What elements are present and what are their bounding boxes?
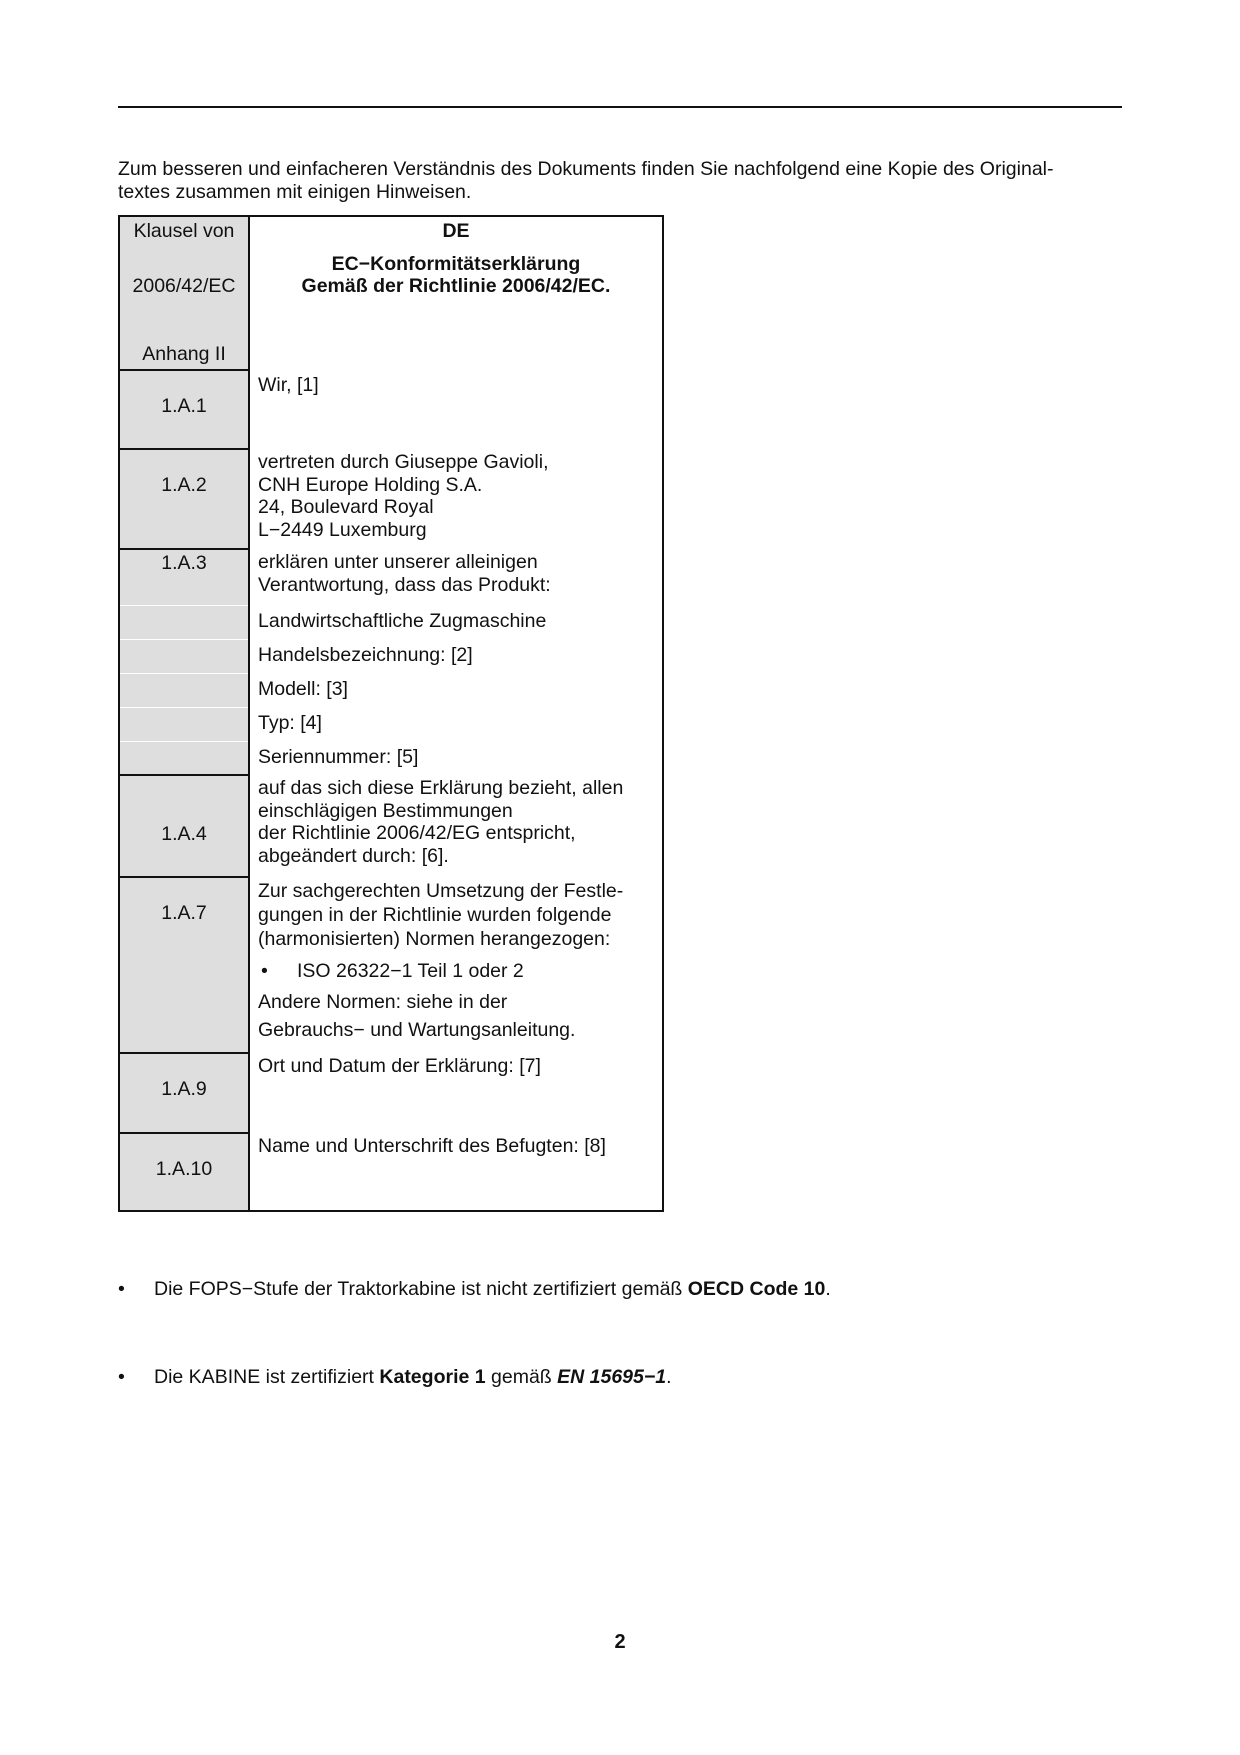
- language-label: DE: [442, 220, 470, 242]
- table-row: [119, 673, 663, 707]
- table-row: [119, 370, 663, 449]
- table-row: [119, 707, 663, 741]
- directive-ref: 2006/42/EC: [132, 275, 236, 297]
- table-header-row: [119, 216, 663, 370]
- code-cell: [119, 877, 249, 1053]
- code-cell: [119, 1053, 249, 1133]
- row-code: 1.A.4: [161, 823, 207, 845]
- top-rule: [118, 106, 1122, 108]
- table-row: [119, 775, 663, 877]
- table-row: [119, 877, 663, 1053]
- header-content-cell: [249, 216, 663, 370]
- annex-label: Anhang II: [142, 343, 226, 365]
- clause-label: Klausel von: [133, 220, 235, 242]
- table-row: [119, 605, 663, 639]
- code-cell: [119, 370, 249, 449]
- code-cell: [119, 549, 249, 605]
- table-row: [119, 639, 663, 673]
- intro-paragraph: [118, 158, 1128, 204]
- bullet-icon: •: [118, 1278, 125, 1300]
- intro-line-1: Zum besseren und einfacheren Verständnis des Dokuments finden Sie nachfolgend eine Kopie des Original-: [118, 158, 1054, 180]
- row-code: 1.A.7: [161, 902, 207, 924]
- row-code: 1.A.1: [161, 395, 207, 417]
- declaration-title: EC−Konformitätserklärung Gemäß der Richtlinie 2006/42/EC.: [301, 252, 611, 297]
- row-text: Zur sachgerechten Umsetzung der Festle- gungen in der Richtlinie wurden folgende (harmonisierten) Normen herangezogen: • ISO 26322−1 Teil 1 oder 2 Andere Normen: siehe in der Gebrauchs− und Wartungsanleitung.: [249, 877, 663, 1053]
- code-cell: [119, 673, 249, 707]
- row-text: Ort und Datum der Erklärung: [7]: [258, 1055, 541, 1077]
- table-row: [119, 549, 663, 605]
- table-row: [119, 1053, 663, 1133]
- clause-header-cell: [119, 216, 249, 370]
- row-text: Wir, [1]: [258, 374, 319, 396]
- bullet-icon: •: [261, 960, 268, 982]
- row-code: 1.A.3: [161, 552, 207, 574]
- code-cell: [119, 775, 249, 877]
- table-row: [119, 741, 663, 775]
- row-text: Name und Unterschrift des Befugten: [8]: [258, 1135, 606, 1157]
- standards-bullet: • ISO 26322−1 Teil 1 oder 2: [258, 951, 662, 983]
- row-code: 1.A.9: [161, 1078, 207, 1100]
- row-text: auf das sich diese Erklärung bezieht, allen einschlägigen Bestimmungen der Richtlinie 2006/42/EG entspricht, abgeändert durch: [6].: [258, 777, 624, 868]
- code-cell: [119, 605, 249, 639]
- row-text: Landwirtschaftliche Zugmaschine: [258, 610, 547, 632]
- declaration-table: [118, 215, 664, 1212]
- table-row: [119, 449, 663, 549]
- code-cell: [119, 741, 249, 775]
- bullet-icon: •: [118, 1366, 125, 1388]
- intro-line-2: textes zusammen mit einigen Hinweisen.: [118, 181, 472, 203]
- row-text: erklären unter unserer alleinigen Verantwortung, dass das Produkt:: [258, 551, 551, 596]
- code-cell: [119, 707, 249, 741]
- row-text: Handelsbezeichnung: [2]: [258, 644, 473, 666]
- table-row: [119, 1133, 663, 1211]
- row-text: Seriennummer: [5]: [258, 746, 419, 768]
- code-cell: [119, 639, 249, 673]
- row-text: vertreten durch Giuseppe Gavioli, CNH Europe Holding S.A. 24, Boulevard Royal L−2449 Luxemburg: [258, 451, 549, 542]
- row-text: Typ: [4]: [258, 712, 322, 734]
- page-number: 2: [614, 1631, 626, 1653]
- row-code: 1.A.2: [161, 474, 207, 496]
- row-code: 1.A.10: [155, 1158, 213, 1180]
- row-text: Modell: [3]: [258, 678, 348, 700]
- code-cell: [119, 449, 249, 549]
- code-cell: [119, 1133, 249, 1211]
